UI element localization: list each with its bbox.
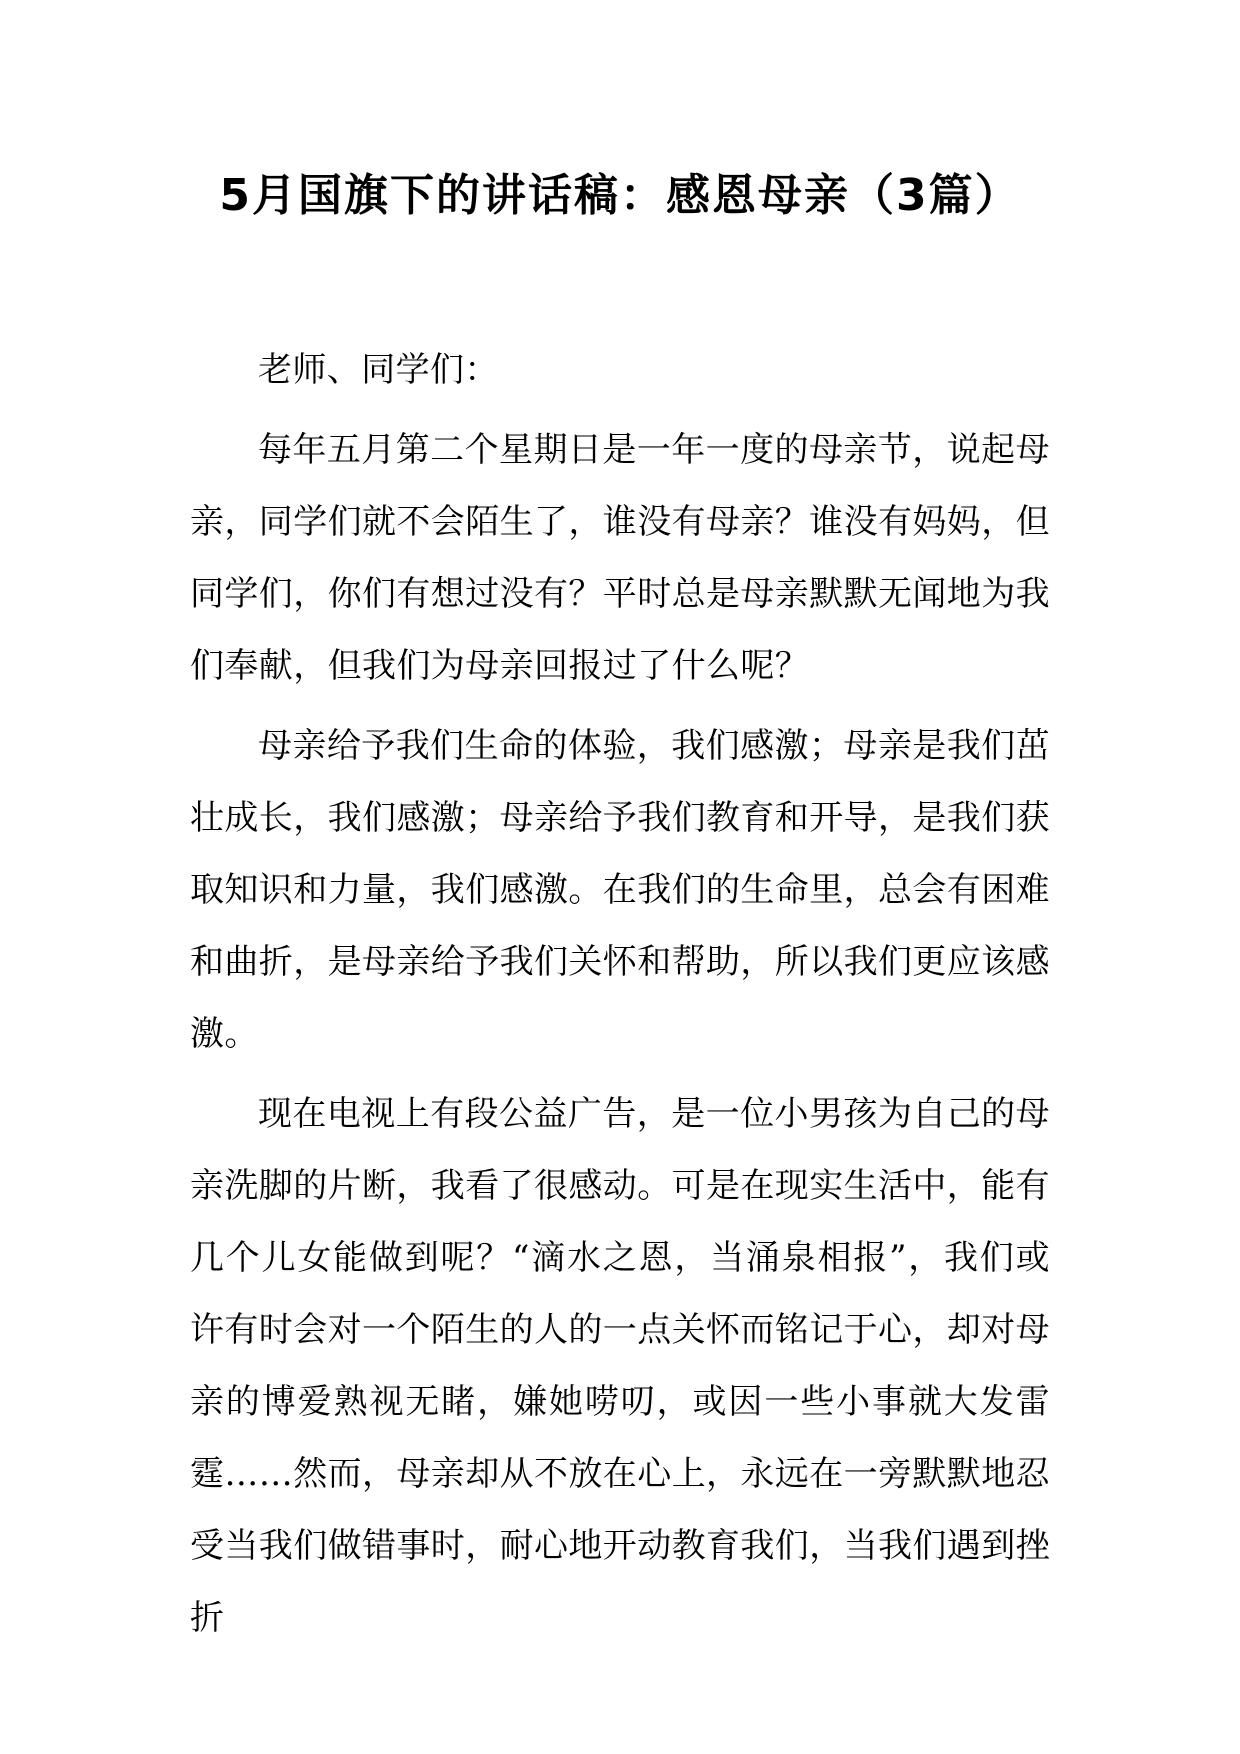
salutation: 老师、同学们： (258, 350, 499, 390)
paragraph-2: 母亲给予我们生命的体验，我们感激；母亲是我们茁壮成长，我们感激；母亲给予我们教育和开导，是我们获取知识和力量，我们感激。在我们的生命里，总会有困难和曲折，是母亲给予我们关怀和帮助，所以我们更应该感激。 (190, 726, 1050, 1054)
paragraph-3: 现在电视上有段公益广告，是一位小男孩为自己的母亲洗脚的片断，我看了很感动。可是在现实生活中，能有几个儿女能做到呢？“滴水之恩，当涌泉相报”，我们或许有时会对一个陌生的人的一点关怀而铭记于心，却对母亲的博爱熟视无睹，嫌她唠叨，或因一些小事就大发雷霆……然而，母亲却从不放在心上，永远在一旁默默地忍受当我们做错事时，耐心地开动教育我们，当我们遇到挫折 (190, 1094, 1050, 1638)
paragraph-1: 每年五月第二个星期日是一年一度的母亲节，说起母亲，同学们就不会陌生了，谁没有母亲？谁没有妈妈，但同学们，你们有想过没有？平时总是母亲默默无闻地为我们奉献，但我们为母亲回报过了什么呢？ (190, 430, 1050, 686)
document-title: 5月国旗下的讲话稿：感恩母亲（3篇） (219, 170, 1021, 221)
document-body (190, 334, 1050, 1662)
